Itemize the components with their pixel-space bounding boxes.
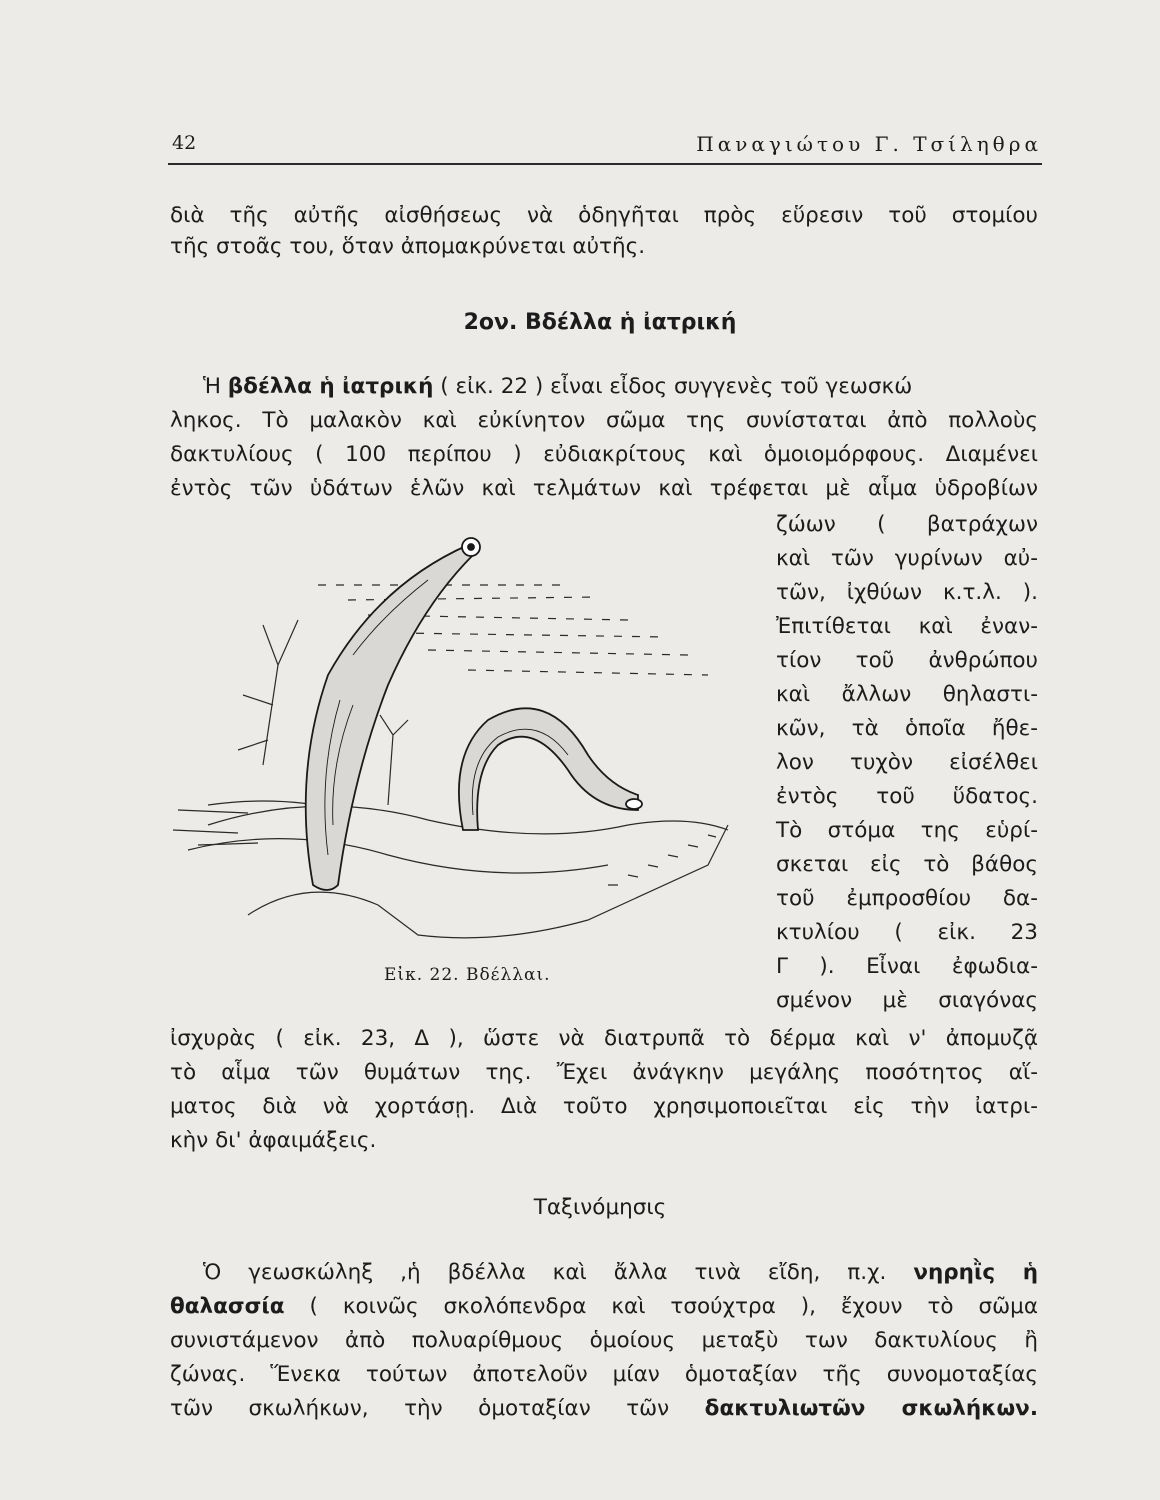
section-line-after: τὸ αἷμα τῶν θυμάτων της. Ἔχει ἀνάγκην μεγάλης ποσότητος αἵ-	[170, 1060, 1038, 1085]
section-line-after: κὴν δι' ἀφαιμάξεις.	[170, 1128, 377, 1153]
section-line-3: δακτυλίους ( 100 περίπου ) εὐδιακρίτους καὶ ὁμοιομόρφους. Διαμένει	[170, 442, 1038, 467]
term-bdella: βδέλλα ἡ ἰατρική	[227, 374, 434, 399]
figure-caption: Εἰκ. 22. Βδέλλαι.	[384, 965, 551, 985]
classification-line-2	[170, 1292, 1038, 1322]
classification-line-4: ζώνας. Ἕνεκα τούτων ἀποτελοῦν μίαν ὁμοταξίαν τῆς συνομοταξίας	[170, 1362, 1038, 1387]
running-title: Παναγιώτου Γ. Τσίληθρα	[696, 132, 1042, 156]
intro-line-1: διὰ τῆς αὐτῆς αἰσθήσεως νὰ ὁδηγῆται πρὸς εὕρεσιν τοῦ στομίου	[170, 203, 1038, 228]
page-number: 42	[172, 132, 197, 154]
section-line-2: ληκος. Τὸ μαλακὸν καὶ εὐκίνητον σῶμα της συνίσταται ἀπὸ πολλοὺς	[170, 408, 1038, 433]
classification-line-1	[203, 1258, 1038, 1288]
section-line-1-start: Ἡ	[203, 374, 228, 399]
side-line: σμένον μὲ σιαγόνας	[776, 988, 1038, 1013]
side-line: καὶ τῶν γυρίνων αὐ-	[776, 546, 1038, 571]
classification-line-5	[170, 1394, 1038, 1424]
section-line-1-rest: ( εἰκ. 22 ) εἶναι εἶδος συγγενὲς τοῦ γεωσκώ	[433, 374, 913, 399]
header-rule	[168, 163, 1042, 165]
side-line: καὶ ἄλλων θηλαστι-	[776, 682, 1038, 707]
term-thalassia: θαλασσία	[170, 1294, 285, 1319]
intro-line-2: τῆς στοᾶς του, ὅταν ἀπομακρύνεται αὐτῆς.	[170, 234, 646, 259]
section-heading: 2ον. Βδέλλα ἡ ἰατρική	[463, 310, 737, 335]
term-annelids: δακτυλιωτῶν σκωλήκων	[704, 1396, 1030, 1421]
side-line: σκεται εἰς τὸ βάθος	[776, 852, 1038, 877]
classification-line-1-start: Ὁ γεωσκώληξ ,ἡ βδέλλα καὶ ἄλλα τινὰ εἴδη, π.χ.	[203, 1260, 914, 1285]
side-line: κτυλίου ( εἰκ. 23	[776, 920, 1038, 945]
section-line-after: ἰσχυρὰς ( εἰκ. 23, Δ ), ὥστε νὰ διατρυπᾶ τὸ δέρμα καὶ ν' ἀπομυζᾷ	[170, 1026, 1038, 1051]
section-line-1	[203, 372, 1038, 402]
classification-line-2-rest: ( κοινῶς σκολόπενδρα καὶ τσούχτρα ), ἔχουν τὸ σῶμα	[284, 1294, 1038, 1319]
leech-drawing	[168, 525, 748, 965]
term-nereis: νηρηῒς ἡ	[913, 1260, 1038, 1285]
side-line: Τὸ στόμα της εὑρί-	[776, 818, 1038, 843]
side-line: ἐντὸς τοῦ ὕδατος.	[776, 784, 1038, 809]
page-header	[172, 132, 1042, 162]
side-line: ζώων ( βατράχων	[776, 512, 1038, 537]
classification-line-5-start: τῶν σκωλήκων, τὴν ὁμοταξίαν τῶν	[170, 1396, 705, 1421]
side-line: τίον τοῦ ἀνθρώπου	[776, 648, 1038, 673]
classification-line-3: συνιστάμενον ἀπὸ πολυαρίθμους ὁμοίους μεταξὺ των δακτυλίους ἢ	[170, 1328, 1038, 1353]
classification-line-5-end: .	[1029, 1396, 1038, 1421]
side-line: Γ ). Εἶναι ἐφωδια-	[776, 954, 1038, 979]
side-line: τῶν, ἰχθύων κ.τ.λ. ).	[776, 580, 1038, 605]
section-line-4: ἐντὸς τῶν ὑδάτων ἑλῶν καὶ τελμάτων καὶ τρέφεται μὲ αἷμα ὑδροβίων	[170, 476, 1038, 501]
classification-heading: Ταξινόμησις	[533, 1195, 667, 1220]
side-line: λον τυχὸν εἰσέλθει	[776, 750, 1038, 775]
side-line: Ἐπιτίθεται καὶ ἐναν-	[776, 614, 1038, 639]
side-line: κῶν, τὰ ὁποῖα ἤθε-	[776, 716, 1038, 741]
section-line-after: ματος διὰ νὰ χορτάσῃ. Διὰ τοῦτο χρησιμοποιεῖται εἰς τὴν ἰατρι-	[170, 1094, 1038, 1119]
leech-illustration	[168, 525, 748, 965]
side-line: τοῦ ἐμπροσθίου δα-	[776, 886, 1038, 911]
